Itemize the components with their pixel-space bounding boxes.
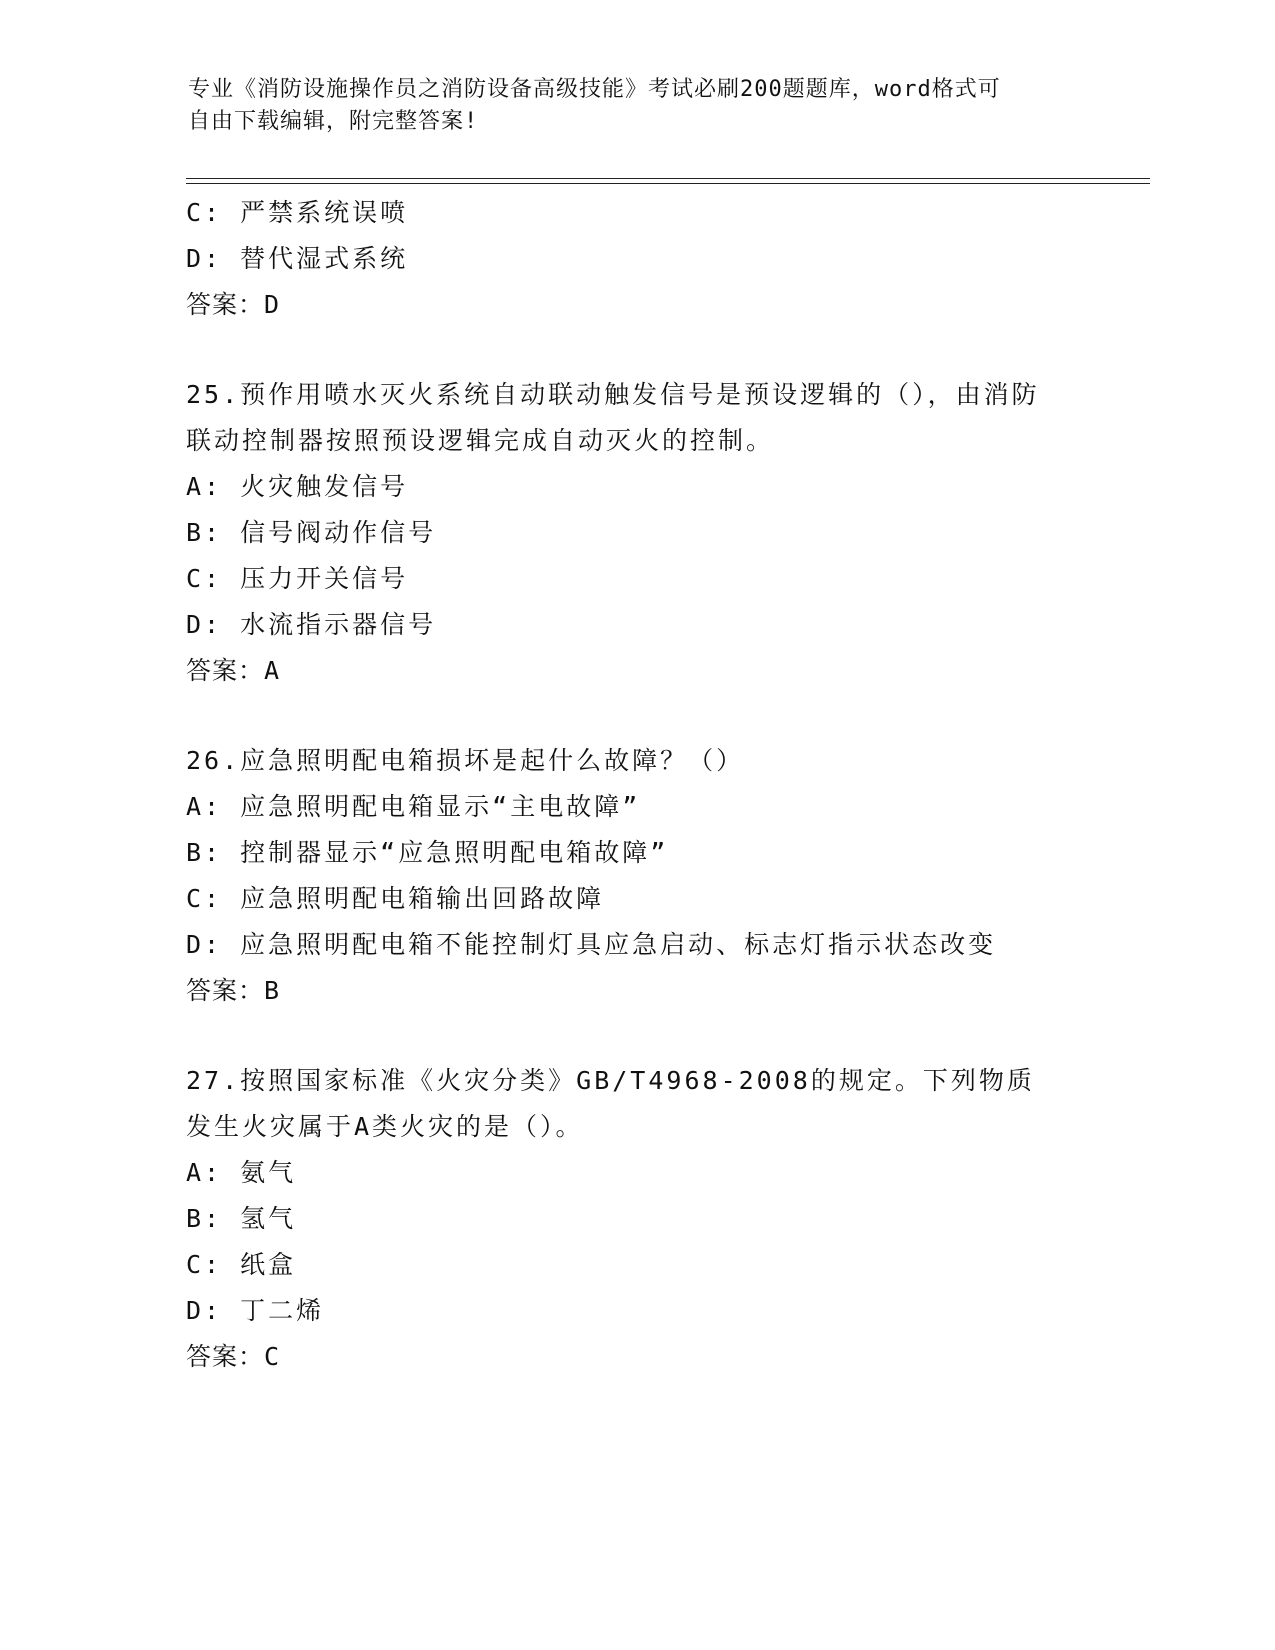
answer-line: 答案：C <box>186 1342 282 1371</box>
question-content <box>186 190 1086 1380</box>
option-a: A: 火灾触发信号 <box>186 472 409 501</box>
page-header: 专业《消防设施操作员之消防设备高级技能》考试必刷200题题库，word格式可 自由下载编辑，附完整答案! <box>188 77 1001 134</box>
option-c: C: 纸盒 <box>186 1250 297 1279</box>
option-d: D: 丁二烯 <box>186 1296 325 1325</box>
continued-question <box>186 190 1086 328</box>
option-c: C: 应急照明配电箱输出回路故障 <box>186 884 605 913</box>
option-b: B: 信号阀动作信号 <box>186 518 437 547</box>
option-c: C: 严禁系统误喷 <box>186 198 409 227</box>
option-d: D: 应急照明配电箱不能控制灯具应急启动、标志灯指示状态改变 <box>186 930 997 959</box>
answer-value: B <box>264 976 282 1005</box>
option-d: D: 替代湿式系统 <box>186 244 409 273</box>
answer-line: 答案：B <box>186 976 282 1005</box>
header-divider-top <box>186 178 1150 179</box>
answer-line: 答案：D <box>186 290 282 319</box>
question-26 <box>186 738 1086 1014</box>
option-c: C: 压力开关信号 <box>186 564 409 593</box>
option-d: D: 水流指示器信号 <box>186 610 437 639</box>
answer-value: D <box>264 290 282 319</box>
answer-value: A <box>264 656 282 685</box>
question-27 <box>186 1058 1086 1380</box>
question-stem: 27.按照国家标准《火灾分类》GB/T4968-2008的规定。下列物质发生火灾属于A类火灾的是（）。 <box>186 1066 1035 1141</box>
question-stem: 25.预作用喷水灭火系统自动联动触发信号是预设逻辑的（），由消防联动控制器按照预设逻辑完成自动灭火的控制。 <box>186 380 1040 455</box>
answer-line: 答案：A <box>186 656 282 685</box>
answer-value: C <box>264 1342 282 1371</box>
header-divider-bottom <box>186 183 1150 184</box>
option-a: A: 应急照明配电箱显示“主电故障” <box>186 792 641 821</box>
question-stem: 26.应急照明配电箱损坏是起什么故障？（） <box>186 746 745 775</box>
option-b: B: 氢气 <box>186 1204 297 1233</box>
question-25 <box>186 372 1086 694</box>
option-b: B: 控制器显示“应急照明配电箱故障” <box>186 838 669 867</box>
option-a: A: 氨气 <box>186 1158 297 1187</box>
